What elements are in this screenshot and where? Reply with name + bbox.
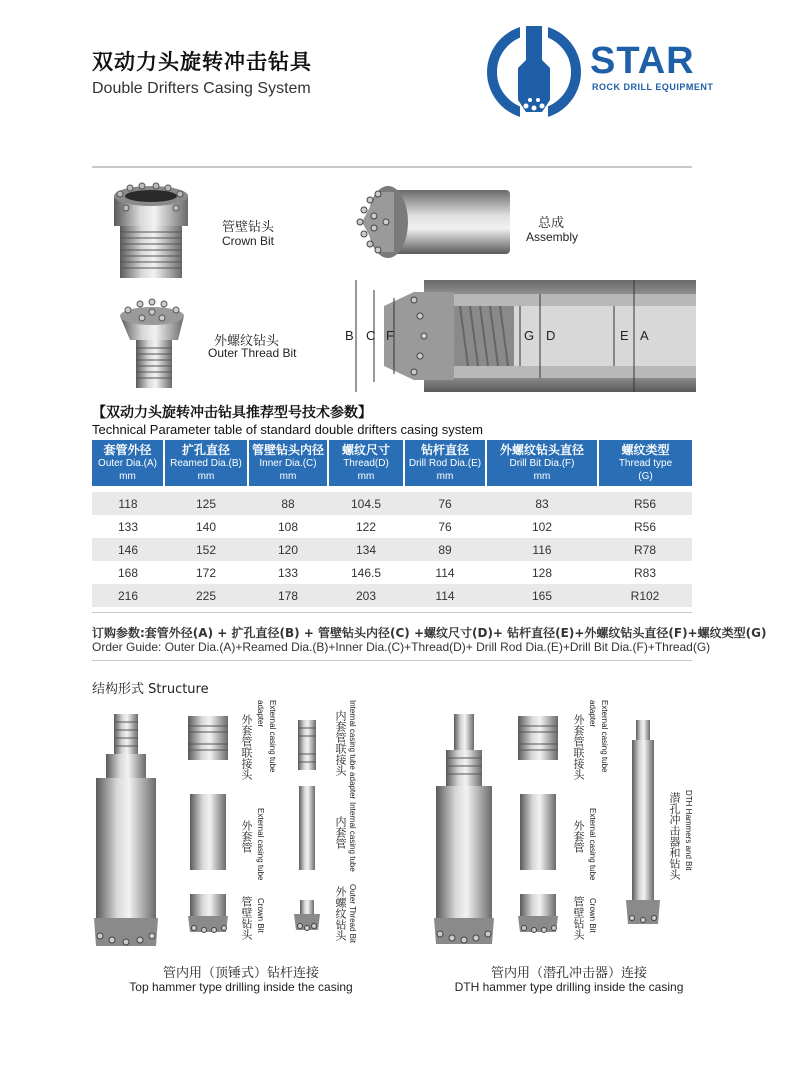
right-ext-tube-label: 外套管	[572, 820, 585, 853]
right-crown-label: 管壁钻头	[572, 896, 585, 940]
left-crown-label-en: Crown Bit	[256, 898, 265, 933]
caption-right-cn: 管内用（潜孔冲击器）连接	[490, 966, 647, 981]
dim-letter-d: D	[546, 328, 556, 343]
table-cell: 122	[328, 515, 404, 538]
crown-bit-image	[106, 182, 196, 282]
top-hammer-structure-image	[86, 710, 356, 960]
logo-brand: STAR	[590, 40, 695, 82]
table-cell: 134	[328, 538, 404, 561]
left-ext-tube-label: 外套管	[240, 820, 253, 853]
dim-letter-g: G	[524, 328, 535, 343]
assembly-label-cn: 总成	[538, 216, 565, 231]
table-cell: R83	[598, 561, 692, 584]
right-ext-adapter-label: 外套管联接头	[572, 714, 585, 780]
right-ext-adapter-label-en: External casing tube adapter	[588, 700, 609, 773]
table-cell: 76	[404, 515, 486, 538]
left-int-tube-label: 内套管	[334, 816, 347, 849]
left-ext-adapter-label: 外套管联接头	[240, 714, 253, 780]
order-guide-cn: 订购参数:套管外径(A) + 扩孔直径(B) + 管壁钻头内径(C) +螺纹尺寸(D)+ 钻杆直径(E)+外螺纹钻头直径(F)+螺纹类型(G)	[92, 626, 767, 640]
table-cell: 168	[92, 561, 164, 584]
left-ext-adapter-label-en: External casing tube adapter	[256, 700, 277, 773]
table-cell: 118	[92, 492, 164, 515]
table-title-en: Technical Parameter table of standard double drifters casing system	[92, 422, 483, 437]
left-int-adapter-label: 内套管联接头	[334, 710, 347, 776]
divider-top	[92, 166, 692, 168]
left-outer-bit-label: 外螺纹钻头	[334, 886, 347, 941]
table-cell: 102	[486, 515, 598, 538]
table-cell: 225	[164, 584, 248, 607]
table-cell: R56	[598, 515, 692, 538]
left-ext-tube-label-en: External casing tube	[256, 808, 265, 881]
outer-thread-bit-label-en: Outer Thread Bit	[208, 346, 297, 360]
left-outer-bit-label-en: Outer Thread Bit	[348, 884, 357, 943]
left-crown-label: 管壁钻头	[240, 896, 253, 940]
table-title-cn: 【双动力头旋转冲击钻具推荐型号技术参数】	[92, 405, 372, 421]
left-int-tube-label-en: Internal casing tube	[348, 802, 357, 872]
divider-order	[92, 660, 692, 661]
table-row	[92, 538, 692, 561]
col-header: 外螺纹钻头直径 Drill Bit Dia.(F) mm	[486, 440, 598, 486]
table-row	[92, 561, 692, 584]
table-cell: 133	[92, 515, 164, 538]
table-cell: R78	[598, 538, 692, 561]
table-cell: 76	[404, 492, 486, 515]
logo-tagline: ROCK DRILL EQUIPMENT	[592, 82, 714, 92]
right-dth-label-en: DTH Hammers and Bit	[684, 790, 693, 871]
dim-letter-a: A	[640, 328, 649, 343]
right-crown-label-en: Crown Bit	[588, 898, 597, 933]
left-int-adapter-label-en: Internal casing tube adapter	[348, 700, 357, 800]
col-header: 扩孔直径 Reamed Dia.(B) mm	[164, 440, 248, 486]
table-cell: 178	[248, 584, 328, 607]
table-cell: 216	[92, 584, 164, 607]
table-cell: 88	[248, 492, 328, 515]
table-row	[92, 584, 692, 607]
table-cell: 152	[164, 538, 248, 561]
table-cell: 146	[92, 538, 164, 561]
table-cell: 114	[404, 561, 486, 584]
right-dth-label: 潜孔冲击器和钻头	[668, 792, 681, 880]
divider-table	[92, 612, 692, 613]
table-cell: 125	[164, 492, 248, 515]
logo-mark	[484, 20, 594, 120]
table-cell: 133	[248, 561, 328, 584]
table-cell: 172	[164, 561, 248, 584]
table-cell: 203	[328, 584, 404, 607]
table-cell: 146.5	[328, 561, 404, 584]
table-header-row	[92, 440, 692, 486]
assembly-label-en: Assembly	[526, 230, 579, 244]
page-title: 双动力头旋转冲击钻具	[92, 50, 312, 74]
order-guide-en: Order Guide: Outer Dia.(A)+Reamed Dia.(B)+Inner Dia.(C)+Thread(D)+ Drill Rod Dia.(E)+Drill Bit Dia.(F)+Thread(G)	[92, 640, 711, 654]
crown-bit-label-en: Crown Bit	[222, 234, 275, 248]
page-subtitle: Double Drifters Casing System	[92, 80, 311, 97]
table-cell: 114	[404, 584, 486, 607]
table-cell: 108	[248, 515, 328, 538]
table-cell: 83	[486, 492, 598, 515]
table-cell: 140	[164, 515, 248, 538]
caption-left-cn: 管内用（顶锤式）钻杆连接	[162, 966, 319, 981]
caption-left-en: Top hammer type drilling inside the casing	[129, 980, 353, 994]
table-cell: 89	[404, 538, 486, 561]
outer-thread-bit-image	[112, 296, 192, 392]
outer-thread-bit-label-cn: 外螺纹钻头	[214, 334, 280, 349]
col-header: 钻杆直径 Drill Rod Dia.(E) mm	[404, 440, 486, 486]
table-cell: 165	[486, 584, 598, 607]
table-row	[92, 515, 692, 538]
table-cell: 116	[486, 538, 598, 561]
spec-table	[92, 440, 692, 607]
col-header: 螺纹尺寸 Thread(D) mm	[328, 440, 404, 486]
dim-letter-c: C	[366, 328, 376, 343]
dim-letter-e: E	[620, 328, 629, 343]
table-cell: 120	[248, 538, 328, 561]
structure-title: 结构形式 Structure	[92, 682, 209, 697]
table-cell: 128	[486, 561, 598, 584]
col-header: 螺纹类型 Thread type (G)	[598, 440, 692, 486]
crown-bit-label-cn: 管壁钻头	[222, 220, 275, 235]
assembly-image	[348, 182, 518, 262]
table-cell: R102	[598, 584, 692, 607]
right-ext-tube-label-en: External casing tube	[588, 808, 597, 881]
dim-letter-b: B	[345, 328, 354, 343]
dth-structure-image	[424, 710, 664, 960]
table-row	[92, 492, 692, 515]
col-header: 套管外径 Outer Dia.(A) mm	[92, 440, 164, 486]
table-cell: R56	[598, 492, 692, 515]
dim-letter-f: F	[386, 328, 394, 343]
table-cell: 104.5	[328, 492, 404, 515]
caption-right-en: DTH hammer type drilling inside the casing	[454, 980, 684, 994]
col-header: 管壁钻头内径 Inner Dia.(C) mm	[248, 440, 328, 486]
